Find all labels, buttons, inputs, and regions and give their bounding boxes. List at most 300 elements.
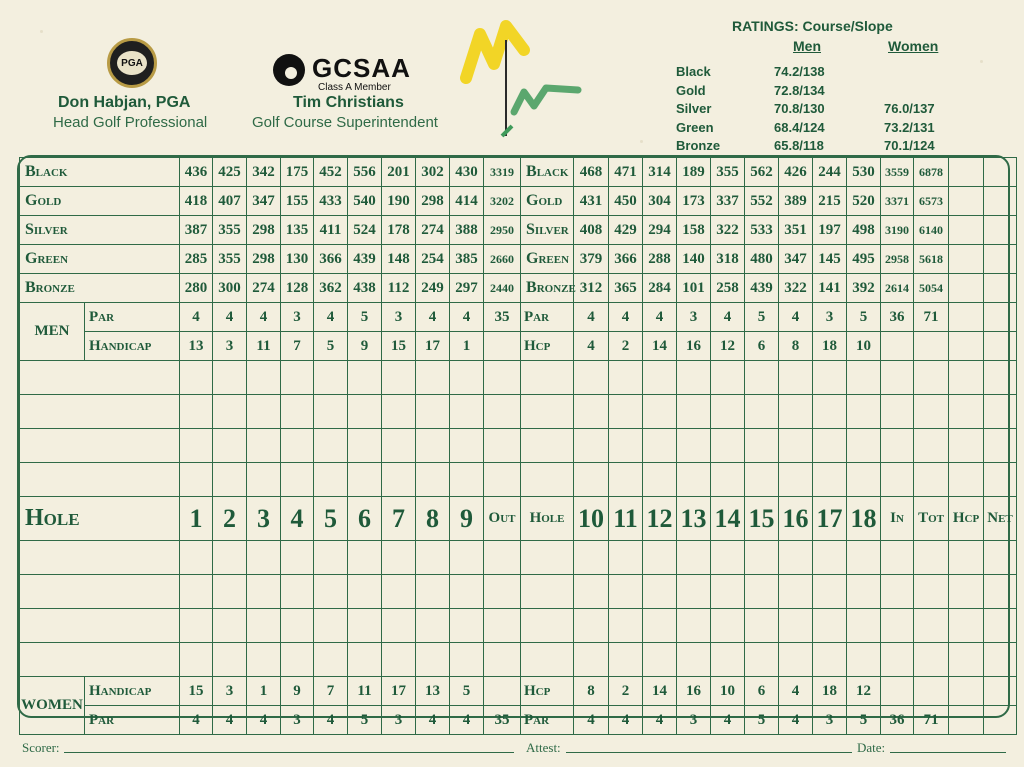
score-entry-cell[interactable] xyxy=(314,609,348,643)
score-entry-cell[interactable] xyxy=(382,429,416,463)
score-entry-cell[interactable] xyxy=(949,463,984,497)
score-entry-cell[interactable] xyxy=(847,463,881,497)
score-entry-cell[interactable] xyxy=(813,429,847,463)
score-entry-cell[interactable] xyxy=(521,609,574,643)
score-entry-cell[interactable] xyxy=(521,395,574,429)
yardage-cell: 520 xyxy=(847,187,881,216)
scorer-line[interactable] xyxy=(64,752,514,753)
score-entry-cell[interactable] xyxy=(348,575,382,609)
score-entry-cell[interactable] xyxy=(847,541,881,575)
score-entry-cell[interactable] xyxy=(881,541,914,575)
score-entry-cell[interactable] xyxy=(180,575,213,609)
player-name-cell[interactable] xyxy=(20,361,180,395)
handicap-cell: 2 xyxy=(609,677,643,706)
score-entry-cell[interactable] xyxy=(779,361,813,395)
score-entry-cell[interactable] xyxy=(281,463,314,497)
score-entry-cell[interactable] xyxy=(574,361,609,395)
score-entry-cell[interactable] xyxy=(984,429,1017,463)
score-entry-cell[interactable] xyxy=(643,643,677,677)
men-label: MEN xyxy=(20,303,85,361)
score-entry-cell[interactable] xyxy=(382,361,416,395)
yardage-cell: 439 xyxy=(745,274,779,303)
score-entry-cell[interactable] xyxy=(314,575,348,609)
handicap-cell: 16 xyxy=(677,332,711,361)
player-name-cell[interactable] xyxy=(20,463,180,497)
score-entry-cell[interactable] xyxy=(574,429,609,463)
empty-cell xyxy=(881,677,914,706)
score-entry-cell[interactable] xyxy=(450,643,484,677)
ratings-women-heading: Women xyxy=(888,38,939,54)
score-entry-cell[interactable] xyxy=(984,609,1017,643)
rating-men: 65.8/118 xyxy=(774,138,824,153)
player-name-cell[interactable] xyxy=(20,395,180,429)
empty-cell xyxy=(949,677,984,706)
score-entry-cell[interactable] xyxy=(281,395,314,429)
hcp-cell xyxy=(949,303,984,332)
date-label: Date: xyxy=(857,740,886,755)
player-name-cell[interactable] xyxy=(20,541,180,575)
score-entry-cell[interactable] xyxy=(711,541,745,575)
score-entry-cell[interactable] xyxy=(711,575,745,609)
net-cell xyxy=(984,274,1017,303)
score-entry-cell[interactable] xyxy=(281,541,314,575)
tee-name-back: Black xyxy=(521,158,574,187)
score-entry-cell[interactable] xyxy=(416,463,450,497)
score-entry-cell[interactable] xyxy=(609,575,643,609)
score-entry-cell[interactable] xyxy=(949,643,984,677)
score-entry-cell[interactable] xyxy=(180,463,213,497)
score-entry-cell[interactable] xyxy=(847,609,881,643)
score-entry-cell[interactable] xyxy=(484,429,521,463)
score-entry-cell[interactable] xyxy=(779,575,813,609)
score-entry-cell[interactable] xyxy=(382,643,416,677)
score-entry-cell[interactable] xyxy=(745,609,779,643)
yardage-cell: 302 xyxy=(416,158,450,187)
net-cell xyxy=(984,216,1017,245)
yardage-cell: 379 xyxy=(574,245,609,274)
score-entry-cell[interactable] xyxy=(813,643,847,677)
score-entry-cell[interactable] xyxy=(281,643,314,677)
par-cell: 5 xyxy=(745,706,779,735)
score-entry-cell[interactable] xyxy=(914,541,949,575)
score-entry-cell[interactable] xyxy=(881,429,914,463)
handicap-cell: 13 xyxy=(416,677,450,706)
empty-cell xyxy=(984,677,1017,706)
score-entry-cell[interactable] xyxy=(914,609,949,643)
yardage-cell: 480 xyxy=(745,245,779,274)
score-entry-cell[interactable] xyxy=(914,361,949,395)
score-entry-cell[interactable] xyxy=(450,361,484,395)
handicap-cell: 17 xyxy=(416,332,450,361)
score-entry-cell[interactable] xyxy=(643,541,677,575)
par-cell: 4 xyxy=(314,706,348,735)
score-entry-cell[interactable] xyxy=(745,575,779,609)
score-entry-cell[interactable] xyxy=(348,609,382,643)
handicap-cell: 5 xyxy=(450,677,484,706)
score-entry-cell[interactable] xyxy=(416,609,450,643)
score-entry-cell[interactable] xyxy=(745,541,779,575)
score-entry-cell[interactable] xyxy=(949,361,984,395)
handicap-cell: 12 xyxy=(711,332,745,361)
yardage-cell: 562 xyxy=(745,158,779,187)
score-entry-cell[interactable] xyxy=(484,643,521,677)
yardage-cell: 552 xyxy=(745,187,779,216)
score-entry-cell[interactable] xyxy=(180,395,213,429)
score-entry-cell[interactable] xyxy=(643,463,677,497)
score-entry-cell[interactable] xyxy=(213,429,247,463)
hole-number: 18 xyxy=(847,497,881,541)
score-entry-cell[interactable] xyxy=(348,541,382,575)
yardage-cell: 145 xyxy=(813,245,847,274)
score-entry-cell[interactable] xyxy=(213,609,247,643)
score-entry-cell[interactable] xyxy=(711,643,745,677)
score-entry-cell[interactable] xyxy=(677,643,711,677)
score-entry-cell[interactable] xyxy=(314,463,348,497)
hcp-label: Hcp xyxy=(949,497,984,541)
score-entry-cell[interactable] xyxy=(813,575,847,609)
score-entry-cell[interactable] xyxy=(213,395,247,429)
yardage-cell: 389 xyxy=(779,187,813,216)
score-entry-cell[interactable] xyxy=(180,541,213,575)
score-entry-cell[interactable] xyxy=(677,395,711,429)
score-entry-cell[interactable] xyxy=(711,361,745,395)
yardage-cell: 274 xyxy=(416,216,450,245)
score-entry-cell[interactable] xyxy=(247,429,281,463)
par-cell: 4 xyxy=(643,706,677,735)
score-entry-cell[interactable] xyxy=(643,395,677,429)
score-entry-cell[interactable] xyxy=(521,541,574,575)
score-entry-cell[interactable] xyxy=(213,463,247,497)
score-entry-cell[interactable] xyxy=(521,361,574,395)
yardage-cell: 285 xyxy=(180,245,213,274)
score-entry-cell[interactable] xyxy=(949,429,984,463)
score-entry-cell[interactable] xyxy=(180,643,213,677)
empty-cell xyxy=(984,332,1017,361)
score-entry-cell[interactable] xyxy=(180,429,213,463)
score-entry-cell[interactable] xyxy=(521,463,574,497)
score-entry-cell[interactable] xyxy=(382,541,416,575)
attest-line[interactable] xyxy=(566,752,852,753)
score-entry-cell[interactable] xyxy=(213,541,247,575)
player-row xyxy=(20,463,1017,497)
score-entry-cell[interactable] xyxy=(382,395,416,429)
score-entry-cell[interactable] xyxy=(314,429,348,463)
out-yardage: 2660 xyxy=(484,245,521,274)
par-total: 71 xyxy=(914,303,949,332)
score-entry-cell[interactable] xyxy=(643,609,677,643)
score-entry-cell[interactable] xyxy=(984,541,1017,575)
hole-number: 3 xyxy=(247,497,281,541)
player-name-cell[interactable] xyxy=(20,429,180,463)
score-entry-cell[interactable] xyxy=(914,575,949,609)
score-entry-cell[interactable] xyxy=(677,575,711,609)
score-entry-cell[interactable] xyxy=(416,361,450,395)
yardage-cell: 433 xyxy=(314,187,348,216)
score-entry-cell[interactable] xyxy=(813,361,847,395)
player-name-cell[interactable] xyxy=(20,643,180,677)
in-label: In xyxy=(881,497,914,541)
score-entry-cell[interactable] xyxy=(484,609,521,643)
yardage-cell: 141 xyxy=(813,274,847,303)
rating-name: Bronze xyxy=(676,138,721,153)
score-entry-cell[interactable] xyxy=(416,575,450,609)
handicap-cell: 1 xyxy=(247,677,281,706)
score-entry-cell[interactable] xyxy=(574,541,609,575)
score-entry-cell[interactable] xyxy=(314,395,348,429)
par-cell: 4 xyxy=(450,303,484,332)
score-entry-cell[interactable] xyxy=(450,395,484,429)
score-entry-cell[interactable] xyxy=(348,429,382,463)
hole-number: 1 xyxy=(180,497,213,541)
par-total: 71 xyxy=(914,706,949,735)
handicap-cell: 17 xyxy=(382,677,416,706)
tot-label: Tot xyxy=(914,497,949,541)
score-entry-cell[interactable] xyxy=(247,643,281,677)
handicap-cell: 3 xyxy=(213,677,247,706)
score-entry-cell[interactable] xyxy=(813,395,847,429)
yardage-cell: 155 xyxy=(281,187,314,216)
score-entry-cell[interactable] xyxy=(677,429,711,463)
yardage-cell: 355 xyxy=(213,216,247,245)
score-entry-cell[interactable] xyxy=(416,429,450,463)
score-entry-cell[interactable] xyxy=(847,575,881,609)
par-cell: 3 xyxy=(677,706,711,735)
score-entry-cell[interactable] xyxy=(382,463,416,497)
hole-number: 17 xyxy=(813,497,847,541)
ratings-title: RATINGS: Course/Slope xyxy=(732,18,893,34)
score-entry-cell[interactable] xyxy=(609,395,643,429)
score-entry-cell[interactable] xyxy=(949,575,984,609)
score-entry-cell[interactable] xyxy=(779,463,813,497)
tee-name-back: Bronze xyxy=(521,274,574,303)
yardage-cell: 452 xyxy=(314,158,348,187)
score-entry-cell[interactable] xyxy=(779,395,813,429)
handicap-cell: 16 xyxy=(677,677,711,706)
par-cell: 3 xyxy=(281,303,314,332)
score-entry-cell[interactable] xyxy=(574,643,609,677)
yardage-cell: 438 xyxy=(348,274,382,303)
score-entry-cell[interactable] xyxy=(779,541,813,575)
score-entry-cell[interactable] xyxy=(213,361,247,395)
in-yardage: 3371 xyxy=(881,187,914,216)
score-entry-cell[interactable] xyxy=(450,541,484,575)
yardage-cell: 304 xyxy=(643,187,677,216)
score-entry-cell[interactable] xyxy=(213,643,247,677)
in-yardage: 2958 xyxy=(881,245,914,274)
paper-speck xyxy=(640,140,643,143)
player-name-cell[interactable] xyxy=(20,575,180,609)
score-entry-cell[interactable] xyxy=(847,395,881,429)
score-entry-cell[interactable] xyxy=(881,463,914,497)
score-entry-cell[interactable] xyxy=(643,429,677,463)
score-entry-cell[interactable] xyxy=(677,463,711,497)
score-entry-cell[interactable] xyxy=(847,361,881,395)
score-entry-cell[interactable] xyxy=(847,643,881,677)
score-entry-cell[interactable] xyxy=(711,609,745,643)
score-entry-cell[interactable] xyxy=(314,541,348,575)
score-entry-cell[interactable] xyxy=(348,395,382,429)
score-entry-cell[interactable] xyxy=(881,395,914,429)
score-entry-cell[interactable] xyxy=(881,575,914,609)
score-entry-cell[interactable] xyxy=(521,575,574,609)
score-entry-cell[interactable] xyxy=(677,541,711,575)
score-entry-cell[interactable] xyxy=(180,609,213,643)
score-entry-cell[interactable] xyxy=(484,395,521,429)
score-entry-cell[interactable] xyxy=(779,429,813,463)
score-entry-cell[interactable] xyxy=(574,463,609,497)
score-entry-cell[interactable] xyxy=(484,361,521,395)
score-entry-cell[interactable] xyxy=(348,463,382,497)
score-entry-cell[interactable] xyxy=(881,361,914,395)
score-entry-cell[interactable] xyxy=(314,361,348,395)
hole-number: 7 xyxy=(382,497,416,541)
score-entry-cell[interactable] xyxy=(881,609,914,643)
score-entry-cell[interactable] xyxy=(643,361,677,395)
score-entry-cell[interactable] xyxy=(609,361,643,395)
score-entry-cell[interactable] xyxy=(521,429,574,463)
yardage-cell: 355 xyxy=(711,158,745,187)
score-entry-cell[interactable] xyxy=(914,643,949,677)
score-entry-cell[interactable] xyxy=(180,361,213,395)
score-entry-cell[interactable] xyxy=(281,575,314,609)
score-entry-cell[interactable] xyxy=(984,463,1017,497)
score-entry-cell[interactable] xyxy=(813,609,847,643)
rating-men: 68.4/124 xyxy=(774,119,825,135)
score-entry-cell[interactable] xyxy=(450,609,484,643)
par-cell: 3 xyxy=(382,706,416,735)
yardage-cell: 407 xyxy=(213,187,247,216)
score-entry-cell[interactable] xyxy=(914,429,949,463)
score-entry-cell[interactable] xyxy=(984,395,1017,429)
score-entry-cell[interactable] xyxy=(484,575,521,609)
score-entry-cell[interactable] xyxy=(213,575,247,609)
score-entry-cell[interactable] xyxy=(247,541,281,575)
handicap-cell: 11 xyxy=(348,677,382,706)
score-entry-cell[interactable] xyxy=(247,575,281,609)
score-entry-cell[interactable] xyxy=(348,361,382,395)
date-line[interactable] xyxy=(890,752,1006,753)
score-entry-cell[interactable] xyxy=(416,643,450,677)
score-entry-cell[interactable] xyxy=(914,463,949,497)
score-entry-cell[interactable] xyxy=(348,643,382,677)
yardage-cell: 355 xyxy=(213,245,247,274)
score-entry-cell[interactable] xyxy=(247,609,281,643)
yardage-cell: 158 xyxy=(677,216,711,245)
score-entry-cell[interactable] xyxy=(711,463,745,497)
rating-women: 76.0/137 xyxy=(884,101,935,116)
par-label: Par xyxy=(85,706,180,735)
yardage-cell: 254 xyxy=(416,245,450,274)
score-entry-cell[interactable] xyxy=(314,643,348,677)
pga-logo-text: PGA xyxy=(117,51,147,75)
out-yardage: 3319 xyxy=(484,158,521,187)
tee-name: Black xyxy=(20,158,180,187)
score-entry-cell[interactable] xyxy=(711,395,745,429)
score-entry-cell[interactable] xyxy=(521,643,574,677)
score-entry-cell[interactable] xyxy=(813,463,847,497)
par-out: 35 xyxy=(484,706,521,735)
score-entry-cell[interactable] xyxy=(416,395,450,429)
score-entry-cell[interactable] xyxy=(779,643,813,677)
score-entry-cell[interactable] xyxy=(609,643,643,677)
score-entry-cell[interactable] xyxy=(574,395,609,429)
score-entry-cell[interactable] xyxy=(984,643,1017,677)
score-entry-cell[interactable] xyxy=(574,575,609,609)
score-entry-cell[interactable] xyxy=(984,361,1017,395)
handicap-cell: 14 xyxy=(643,332,677,361)
score-entry-cell[interactable] xyxy=(745,361,779,395)
score-entry-cell[interactable] xyxy=(914,395,949,429)
score-entry-cell[interactable] xyxy=(677,361,711,395)
score-entry-cell[interactable] xyxy=(247,463,281,497)
player-row xyxy=(20,609,1017,643)
yardage-cell: 471 xyxy=(609,158,643,187)
yardage-cell: 387 xyxy=(180,216,213,245)
score-entry-cell[interactable] xyxy=(949,541,984,575)
score-entry-cell[interactable] xyxy=(745,395,779,429)
score-entry-cell[interactable] xyxy=(609,463,643,497)
score-entry-cell[interactable] xyxy=(745,463,779,497)
hcp-label-back: Hcp xyxy=(521,332,574,361)
player-row xyxy=(20,361,1017,395)
score-entry-cell[interactable] xyxy=(677,609,711,643)
score-entry-cell[interactable] xyxy=(847,429,881,463)
score-entry-cell[interactable] xyxy=(450,575,484,609)
yardage-cell: 173 xyxy=(677,187,711,216)
rating-women: 70.1/124 xyxy=(884,138,935,153)
empty-cell xyxy=(949,332,984,361)
score-entry-cell[interactable] xyxy=(813,541,847,575)
total-yardage: 6573 xyxy=(914,187,949,216)
yardage-cell: 430 xyxy=(450,158,484,187)
player-name-cell[interactable] xyxy=(20,609,180,643)
score-entry-cell[interactable] xyxy=(450,429,484,463)
score-entry-cell[interactable] xyxy=(609,429,643,463)
score-entry-cell[interactable] xyxy=(382,609,416,643)
score-entry-cell[interactable] xyxy=(416,541,450,575)
yardage-cell: 414 xyxy=(450,187,484,216)
yardage-cell: 540 xyxy=(348,187,382,216)
score-entry-cell[interactable] xyxy=(745,429,779,463)
score-entry-cell[interactable] xyxy=(949,395,984,429)
score-entry-cell[interactable] xyxy=(643,575,677,609)
score-entry-cell[interactable] xyxy=(281,361,314,395)
score-entry-cell[interactable] xyxy=(281,609,314,643)
score-entry-cell[interactable] xyxy=(949,609,984,643)
golf-flag-logo-icon xyxy=(462,20,587,145)
score-entry-cell[interactable] xyxy=(574,609,609,643)
score-entry-cell[interactable] xyxy=(247,361,281,395)
superintendent-name: Tim Christians xyxy=(293,94,404,111)
score-entry-cell[interactable] xyxy=(745,643,779,677)
score-entry-cell[interactable] xyxy=(711,429,745,463)
score-entry-cell[interactable] xyxy=(281,429,314,463)
score-entry-cell[interactable] xyxy=(609,609,643,643)
score-entry-cell[interactable] xyxy=(247,395,281,429)
score-entry-cell[interactable] xyxy=(779,609,813,643)
yardage-cell: 351 xyxy=(779,216,813,245)
score-entry-cell[interactable] xyxy=(609,541,643,575)
score-entry-cell[interactable] xyxy=(484,541,521,575)
score-entry-cell[interactable] xyxy=(382,575,416,609)
score-entry-cell[interactable] xyxy=(881,643,914,677)
score-entry-cell[interactable] xyxy=(484,463,521,497)
score-entry-cell[interactable] xyxy=(984,575,1017,609)
yardage-cell: 318 xyxy=(711,245,745,274)
score-entry-cell[interactable] xyxy=(450,463,484,497)
yardage-cell: 135 xyxy=(281,216,314,245)
handicap-cell: 8 xyxy=(779,332,813,361)
